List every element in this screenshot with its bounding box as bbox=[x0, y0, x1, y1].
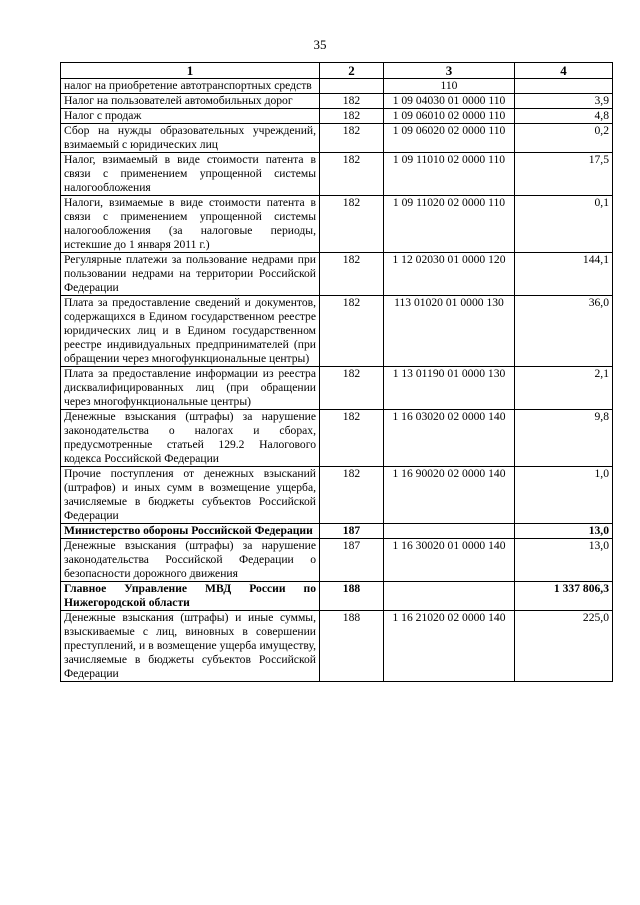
budget-code-cell: 1 09 04030 01 0000 110 bbox=[384, 94, 515, 109]
amount-cell: 13,0 bbox=[515, 524, 613, 539]
column-header: 1 bbox=[61, 63, 320, 79]
admin-code-cell bbox=[320, 79, 384, 94]
budget-code-cell: 1 09 06010 02 0000 110 bbox=[384, 109, 515, 124]
revenue-name-cell: Налог, взимаемый в виде стоимости патента в связи с применением упрощенной системы налогообложения bbox=[61, 153, 320, 196]
admin-code-cell: 182 bbox=[320, 124, 384, 153]
amount-cell: 3,9 bbox=[515, 94, 613, 109]
revenue-name-cell: Денежные взыскания (штрафы) и иные суммы, взыскиваемые с лиц, виновных в совершении преступлений, и в возмещение ущерба имуществу, зачисляемые в бюджеты субъектов Российской Федерации bbox=[61, 611, 320, 682]
budget-code-cell: 1 16 90020 02 0000 140 bbox=[384, 467, 515, 524]
table-row bbox=[61, 109, 613, 124]
amount-cell: 17,5 bbox=[515, 153, 613, 196]
table-row bbox=[61, 296, 613, 367]
revenue-name-cell: налог на приобретение автотранспортных средств bbox=[61, 79, 320, 94]
admin-code-cell: 182 bbox=[320, 109, 384, 124]
admin-code-cell: 188 bbox=[320, 611, 384, 682]
revenue-name-cell: Налог с продаж bbox=[61, 109, 320, 124]
revenue-name-cell: Регулярные платежи за пользование недрами при пользовании недрами на территории Российской Федерации bbox=[61, 253, 320, 296]
admin-code-cell: 182 bbox=[320, 467, 384, 524]
admin-code-cell: 187 bbox=[320, 539, 384, 582]
admin-code-cell: 182 bbox=[320, 153, 384, 196]
amount-cell: 1 337 806,3 bbox=[515, 582, 613, 611]
amount-cell: 9,8 bbox=[515, 410, 613, 467]
admin-code-cell: 187 bbox=[320, 524, 384, 539]
table-row bbox=[61, 79, 613, 94]
admin-code-cell: 182 bbox=[320, 367, 384, 410]
budget-code-cell: 1 16 03020 02 0000 140 bbox=[384, 410, 515, 467]
revenue-name-cell: Налоги, взимаемые в виде стоимости патента в связи с применением упрощенной системы налогообложения (за налоговые периоды, истекшие до 1 января 2011 г.) bbox=[61, 196, 320, 253]
table-body bbox=[61, 79, 613, 682]
revenue-name-cell: Плата за предоставление сведений и документов, содержащихся в Едином государственном реестре юридических лиц и в Едином государственном реестре индивидуальных предпринимателей (при обращении через многофункциональные центры) bbox=[61, 296, 320, 367]
budget-code-cell: 110 bbox=[384, 79, 515, 94]
revenue-table bbox=[60, 62, 613, 682]
table-row bbox=[61, 611, 613, 682]
amount-cell: 13,0 bbox=[515, 539, 613, 582]
budget-code-cell: 1 09 11010 02 0000 110 bbox=[384, 153, 515, 196]
amount-cell: 225,0 bbox=[515, 611, 613, 682]
amount-cell: 36,0 bbox=[515, 296, 613, 367]
amount-cell: 144,1 bbox=[515, 253, 613, 296]
table-row bbox=[61, 367, 613, 410]
column-header: 4 bbox=[515, 63, 613, 79]
table-row bbox=[61, 467, 613, 524]
amount-cell bbox=[515, 79, 613, 94]
admin-code-cell: 188 bbox=[320, 582, 384, 611]
amount-cell: 0,2 bbox=[515, 124, 613, 153]
amount-cell: 0,1 bbox=[515, 196, 613, 253]
amount-cell: 2,1 bbox=[515, 367, 613, 410]
table-header-row bbox=[61, 63, 613, 79]
budget-code-cell bbox=[384, 524, 515, 539]
table-row bbox=[61, 196, 613, 253]
budget-code-cell: 1 13 01190 01 0000 130 bbox=[384, 367, 515, 410]
table-row bbox=[61, 94, 613, 109]
admin-code-cell: 182 bbox=[320, 253, 384, 296]
admin-code-cell: 182 bbox=[320, 196, 384, 253]
budget-code-cell: 1 09 11020 02 0000 110 bbox=[384, 196, 515, 253]
amount-cell: 1,0 bbox=[515, 467, 613, 524]
table-row bbox=[61, 153, 613, 196]
budget-code-cell: 1 16 21020 02 0000 140 bbox=[384, 611, 515, 682]
revenue-name-cell: Министерство обороны Российской Федерации bbox=[61, 524, 320, 539]
budget-code-cell bbox=[384, 582, 515, 611]
revenue-name-cell: Денежные взыскания (штрафы) за нарушение законодательства Российской Федерации о безопасности дорожного движения bbox=[61, 539, 320, 582]
revenue-name-cell: Плата за предоставление информации из реестра дисквалифицированных лиц (при обращении через многофункциональные центры) bbox=[61, 367, 320, 410]
amount-cell: 4,8 bbox=[515, 109, 613, 124]
column-header: 2 bbox=[320, 63, 384, 79]
table-row bbox=[61, 410, 613, 467]
revenue-name-cell: Прочие поступления от денежных взысканий (штрафов) и иных сумм в возмещение ущерба, зачисляемые в бюджеты субъектов Российской Федерации bbox=[61, 467, 320, 524]
revenue-name-cell: Главное Управление МВД России по Нижегородской области bbox=[61, 582, 320, 611]
revenue-name-cell: Сбор на нужды образовательных учреждений, взимаемый с юридических лиц bbox=[61, 124, 320, 153]
admin-code-cell: 182 bbox=[320, 296, 384, 367]
table-row bbox=[61, 124, 613, 153]
admin-code-cell: 182 bbox=[320, 94, 384, 109]
revenue-name-cell: Денежные взыскания (штрафы) за нарушение законодательства о налогах и сборах, предусмотренные статьей 129.2 Налогового кодекса Российской Федерации bbox=[61, 410, 320, 467]
table-row bbox=[61, 539, 613, 582]
budget-code-cell: 1 09 06020 02 0000 110 bbox=[384, 124, 515, 153]
page-number: 35 bbox=[313, 37, 327, 52]
table-row bbox=[61, 253, 613, 296]
budget-code-cell: 113 01020 01 0000 130 bbox=[384, 296, 515, 367]
table-row bbox=[61, 582, 613, 611]
budget-code-cell: 1 12 02030 01 0000 120 bbox=[384, 253, 515, 296]
budget-code-cell: 1 16 30020 01 0000 140 bbox=[384, 539, 515, 582]
admin-code-cell: 182 bbox=[320, 410, 384, 467]
revenue-name-cell: Налог на пользователей автомобильных дорог bbox=[61, 94, 320, 109]
table-row bbox=[61, 524, 613, 539]
column-header: 3 bbox=[384, 63, 515, 79]
